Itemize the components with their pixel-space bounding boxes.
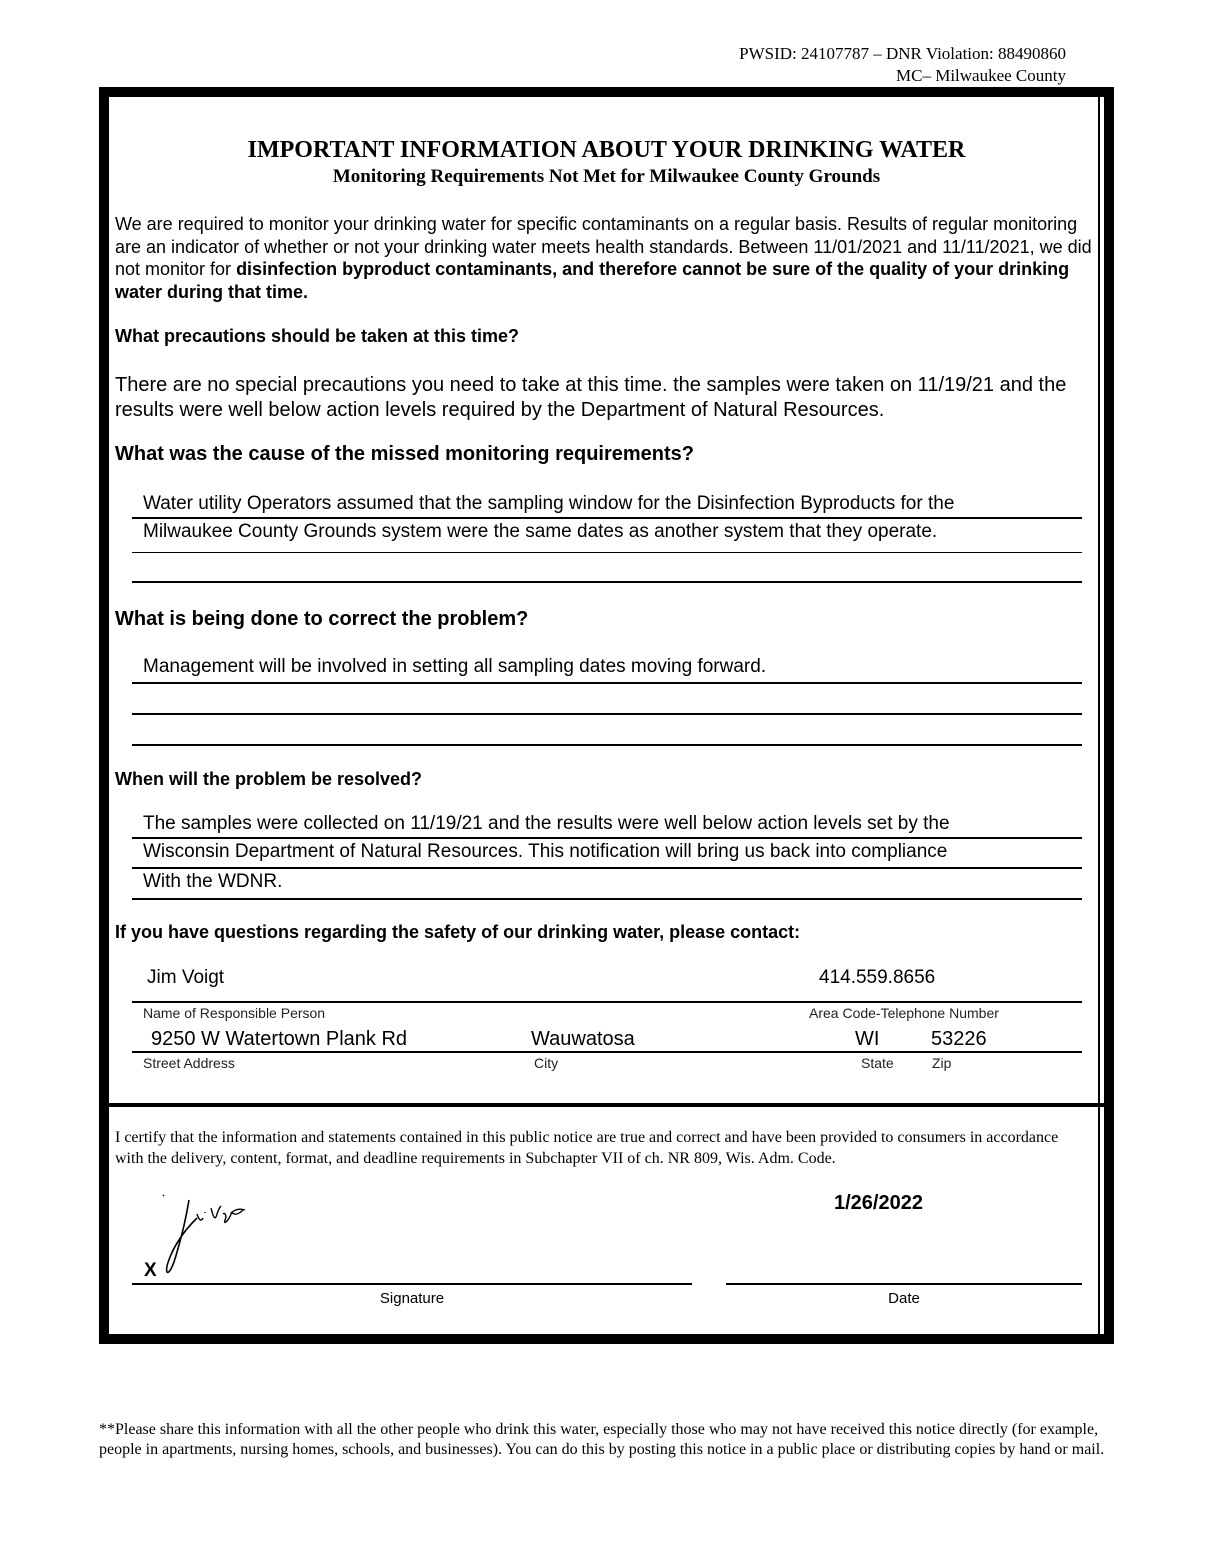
name-label: Name of Responsible Person	[143, 1005, 326, 1021]
answer-cause-line-3	[132, 555, 1082, 583]
question-contact: If you have questions regarding the safety of our drinking water, please contact:	[115, 922, 801, 942]
question-cause: What was the cause of the missed monitoring requirements?	[115, 443, 694, 465]
question-correction: What is being done to correct the problem?	[115, 608, 529, 630]
handwritten-signature-icon	[159, 1192, 269, 1282]
city-label: City	[534, 1055, 559, 1071]
zip-code: 53226	[931, 1028, 987, 1050]
notice-title: IMPORTANT INFORMATION ABOUT YOUR DRINKING WATER	[247, 137, 966, 163]
answer-correction-line-1: Management will be involved in setting all sampling dates moving forward.	[132, 656, 1082, 684]
contact-rule-2	[132, 1051, 1082, 1053]
county-line: MC– Milwaukee County	[896, 66, 1066, 85]
signature-x-mark: X	[144, 1260, 157, 1281]
certification-statement: I certify that the information and statements contained in this public notice are true and correct and have been provided to consumers in accordance with the delivery, content, format, and deadline requirements in Subchapter VII of ch. NR 809, Wis. Adm. Code.	[115, 1129, 1059, 1167]
city: Wauwatosa	[531, 1028, 635, 1050]
border-gap	[1100, 97, 1104, 1334]
question-resolution: When will the problem be resolved?	[115, 769, 423, 789]
responsible-person-name: Jim Voigt	[147, 967, 225, 988]
intro-regular-text: We are required to monitor your drinking water for specific contaminants on a regular basis. Results of regular monitoring are an indicator of whether or not your drinking water meets health standards. Between 11/01/2021 and 11/11/2021, we did not monitor for	[115, 214, 1092, 279]
date-label: Date	[888, 1290, 920, 1307]
border-inner-rule	[1098, 97, 1100, 1334]
answer-resolution-line-2: Wisconsin Department of Natural Resources. This notification will bring us back into compliance	[132, 841, 1082, 869]
pwsid-violation-line: PWSID: 24107787 – DNR Violation: 88490860	[739, 44, 1066, 63]
date-line	[726, 1283, 1082, 1285]
intro-bold-text: disinfection byproduct contaminants, and therefore cannot be sure of the quality of your drinking water during that time.	[115, 259, 1070, 302]
phone-label: Area Code-Telephone Number	[809, 1005, 999, 1021]
street-address: 9250 W Watertown Plank Rd	[151, 1028, 408, 1050]
signature-label: Signature	[379, 1290, 445, 1307]
answer-resolution-line-3: With the WDNR.	[132, 871, 1082, 900]
certification-divider	[109, 1103, 1104, 1107]
signature-date: 1/26/2022	[834, 1192, 923, 1214]
state-label: State	[861, 1055, 894, 1071]
street-label: Street Address	[143, 1055, 235, 1071]
zip-label: Zip	[932, 1055, 952, 1071]
answer-precautions: There are no special precautions you need to take at this time. the samples were taken on 11/19/21 and the results were well below action levels required by the Department of Natural Resources.	[115, 374, 1067, 421]
telephone-number: 414.559.8656	[819, 967, 936, 988]
state: WI	[855, 1028, 880, 1050]
intro-paragraph	[115, 213, 1094, 303]
notice-subtitle: Monitoring Requirements Not Met for Milwaukee County Grounds	[332, 166, 881, 187]
contact-rule-1	[132, 1001, 1082, 1003]
sharing-footnote: **Please share this information with all the other people who drink this water, especially those who may not have received this notice directly (for example, people in apartments, nursing homes, schools, and businesses). You can do this by posting this notice in a public place or distributing copies by hand or mail.	[99, 1421, 1105, 1458]
answer-correction-line-3	[132, 717, 1082, 746]
answer-cause-line-1: Water utility Operators assumed that the sampling window for the Disinfection Byproducts for the	[132, 493, 1082, 519]
question-precautions: What precautions should be taken at this time?	[115, 326, 520, 346]
public-notice-box	[99, 87, 1114, 1344]
answer-resolution-line-1: The samples were collected on 11/19/21 and the results were well below action levels set by the	[132, 813, 1082, 839]
answer-cause-line-2: Milwaukee County Grounds system were the same dates as another system that they operate.	[132, 521, 1082, 553]
signature-line	[132, 1283, 692, 1285]
answer-correction-line-2	[132, 686, 1082, 715]
document-header-meta	[739, 43, 1066, 87]
